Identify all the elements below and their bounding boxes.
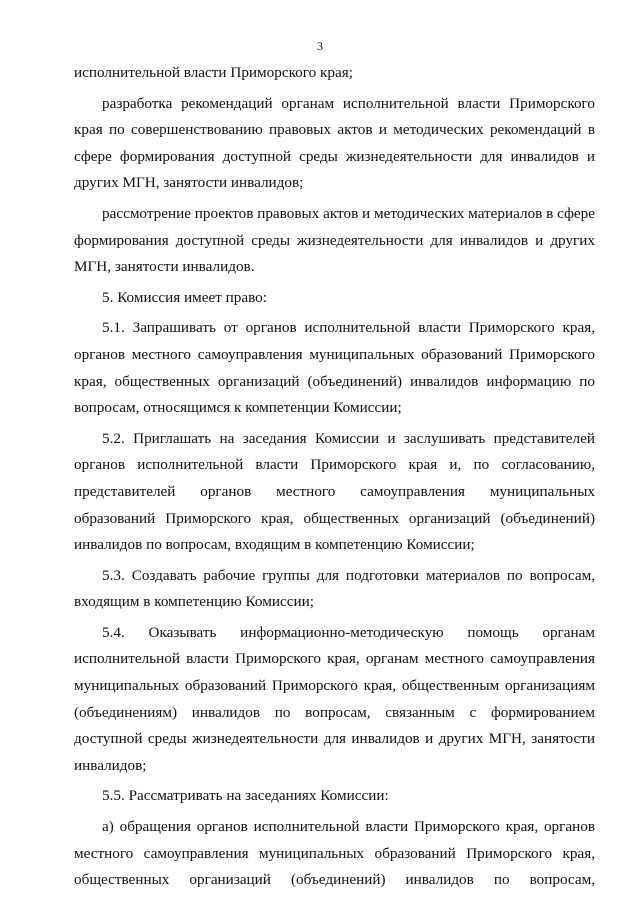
paragraph-5-5-a: а) обращения органов исполнительной власти Приморского края, органов местного самоуправления муниципальных образований Приморского края, общественных организаций (объединений) инвалидов по вопросам, [74,818,595,889]
paragraph-review-drafts: рассмотрение проектов правовых актов и методических материалов в сфере формирования доступной среды жизнедеятельности для инвалидов и других МГН, занятости инвалидов. [74,204,595,276]
paragraph-5-5: 5.5. Рассматривать на заседаниях Комиссии: [102,787,389,805]
paragraph-5-1: 5.1. Запрашивать от органов исполнительной власти Приморского края, органов местного самоуправления муниципальных образований Приморского края, общественных организаций (объединений) инвалидов информацию по вопросам, относящимся к компетенции Комиссии; [74,319,595,417]
paragraph-rights-heading: 5. Комиссия имеет право: [102,288,267,306]
document-body [74,60,595,894]
paragraph-recommendations: разработка рекомендаций органам исполнительной власти Приморского края по совершенствованию правовых актов и методических рекомендаций в сфере формирования доступной среды жизнедеятельности для инвалидов и других МГН, занятости инвалидов; [74,94,595,192]
page-number: 3 [317,39,323,53]
paragraph-5-4: 5.4. Оказывать информационно-методическую помощь органам исполнительной власти Приморского края, органам местного самоуправления муниципальных образований Приморского края, общественным организациям (объединениям) инвалидов по вопросам, связанным с формированием доступной среды жизнедеятельности для инвалидов и других МГН, занятости инвалидов; [74,623,595,774]
paragraph-5-2: 5.2. Приглашать на заседания Комиссии и заслушивать представителей органов исполнительной власти Приморского края и, по согласованию, представителей органов местного самоуправления муниципальных образований Приморского края, общественных организаций (объединений) инвалидов по вопросам, входящим в компетенцию Комиссии; [74,429,595,554]
paragraph-continuation: исполнительной власти Приморского края; [74,64,353,81]
paragraph-5-3: 5.3. Создавать рабочие группы для подготовки материалов по вопросам, входящим в компетенцию Комиссии; [74,566,595,611]
